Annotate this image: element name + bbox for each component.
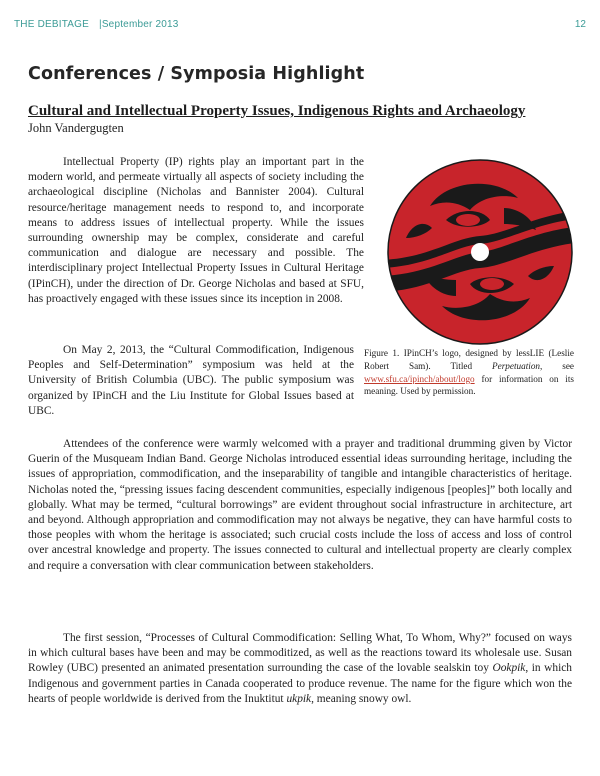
paragraph-4-text-c: , meaning snowy owl. bbox=[311, 692, 412, 705]
caption-link[interactable]: www.sfu.ca/ipinch/about/logo bbox=[364, 373, 475, 384]
article-title: Cultural and Intellectual Property Issues, Indigenous Rights and Archaeology bbox=[28, 103, 526, 119]
paragraph-4 bbox=[28, 631, 572, 707]
publication-name: THE DEBITAGE bbox=[14, 19, 90, 30]
caption-artwork-title: Perpetuation bbox=[492, 360, 541, 371]
section-title: Conferences / Symposia Highlight bbox=[28, 64, 365, 84]
running-header bbox=[14, 19, 179, 30]
article-author: John Vandergugten bbox=[28, 121, 124, 135]
caption-text-see: , see bbox=[540, 360, 575, 371]
caption-text-start: Figure 1. IPinCH’s logo, designed by lessLIE (Leslie Robert Sam). Titled bbox=[364, 348, 574, 371]
paragraph-3: Attendees of the conference were warmly welcomed with a prayer and traditional drumming given by Victor Guerin of the Musqueam Indian Band. George Nicholas introduced essential ideas surrounding heritage, including the issues of appropriation, commodification, and the inseparability of tangible and intangible characteristics of heritage. Nicholas noted the, “pressing issues facing descendent communities, especially indigenous [peoples]” both locally and globally. What may be termed, “cultural borrowings” are evident throughout social infrastructure in architecture, art and beyond. Although appropriation and commodification may not always be negative, they can have harmful costs to those peoples with whom the heritage is associated; such crucial costs include the loss of access and loss of control over ancestral knowledge and property. The issues connected to cultural and intellectual property are clearly complex and require a conversation with clear communication between stakeholders. bbox=[28, 438, 572, 572]
ipinch-logo-icon bbox=[386, 158, 574, 346]
figure-caption bbox=[364, 347, 574, 398]
caption-text-end: for information on its meaning. Used by permission. bbox=[364, 373, 574, 397]
issue-date: |September 2013 bbox=[99, 19, 179, 30]
paragraph-4-text-b: , in which Indigenous and government parties in Canada cooperated to produce revenue. The name for the figure which won the hearts of people worldwide is derived from the Inuktitut bbox=[28, 662, 572, 705]
paragraph-1: Intellectual Property (IP) rights play an important part in the modern world, and permeate virtually all aspects of society including the archaeological discipline (Nicholas and Bannister 2004). Cultural resource/heritage management needs to respond to, and incorporate means to address issues of intellectual property. While the issues surrounding ownership may be complex, considerate and careful communication and dialogue are necessary and possible. The interdisciplinary project Intellectual Property Issues in Cultural Heritage (IPinCH), under the direction of Dr. George Nicholas and based at SFU, has proactively engaged with these issues since its inception in 2008. bbox=[28, 156, 364, 305]
paragraph-4-text-a: The first session, “Processes of Cultural Commodification: Selling What, To Whom, Why?” focused on ways in which cultural bases have been and may be commoditized, as well as the reactions toward its wholesale use. Susan Rowley (UBC) presented an animated presentation surrounding the case of the lovable sealskin toy bbox=[28, 632, 572, 675]
inuktitut-word: ukpik bbox=[286, 692, 312, 705]
page-number: 12 bbox=[574, 19, 586, 30]
paragraph-2: On May 2, 2013, the “Cultural Commodification, Indigenous Peoples and Self-Determination” symposium was held at the University of British Columbia (UBC). The public symposium was organized by IPinCH and the Liu Institute for Global Issues based at UBC. bbox=[28, 344, 354, 417]
toy-name: Ookpik bbox=[492, 662, 526, 675]
